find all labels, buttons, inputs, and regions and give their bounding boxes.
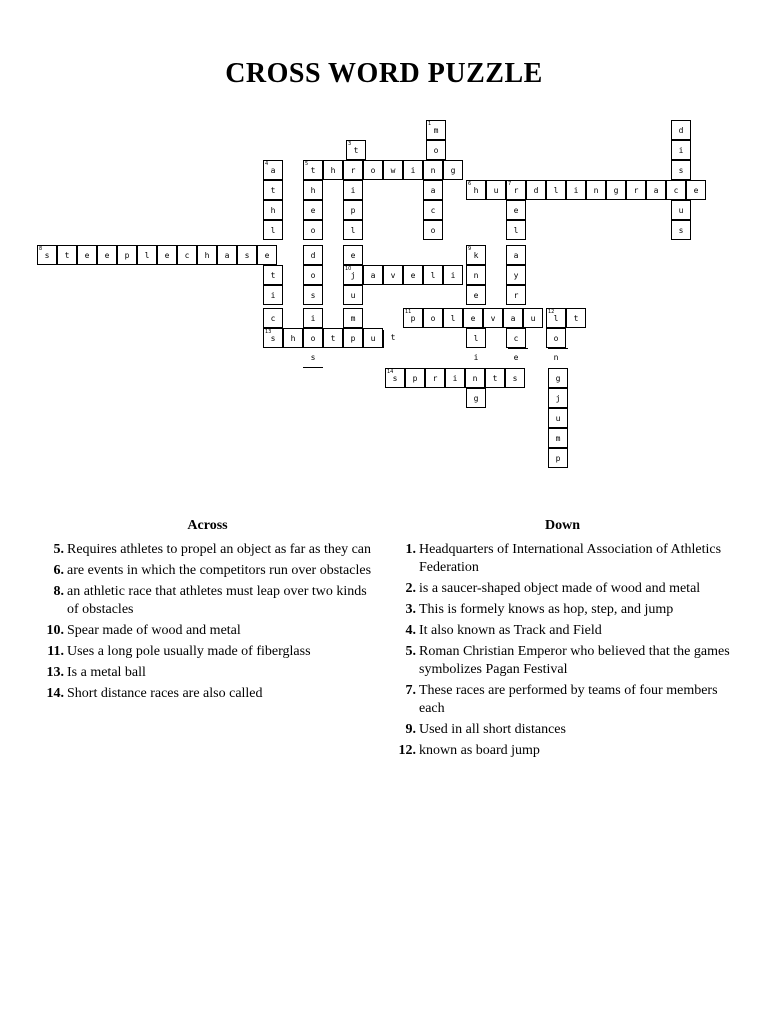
cell-letter: o [553,334,559,343]
cell-letter: i [573,186,579,195]
cell-letter: e [473,291,479,300]
grid-cell[interactable] [526,180,546,200]
grid-cell[interactable] [483,308,503,328]
cell-letter: a [370,271,376,280]
grid-cell[interactable] [303,265,323,285]
grid-cell[interactable] [97,245,117,265]
cell-letter: e [410,271,416,280]
cell-letter: i [678,146,684,155]
down-clue: 7. These races are performed by teams of four members each [405,683,718,716]
cell-letter: o [430,314,436,323]
cell-letter: l [450,314,456,323]
cell-letter: s [244,251,250,260]
grid-cell[interactable] [671,220,691,240]
down-clue: 3. This is formely knows as hop, step, and jump [405,602,674,617]
grid-cell[interactable] [463,308,483,328]
grid-cell[interactable] [403,308,423,328]
grid-cell[interactable] [363,265,383,285]
grid-cell[interactable] [343,180,363,200]
cell-letter: w [390,166,396,175]
cell-letter: e [104,251,110,260]
grid-cell[interactable] [257,245,277,265]
grid-cell[interactable] [303,180,323,200]
cell-letter: a [510,314,516,323]
clue-number: 9 [468,246,472,252]
cell-letter: e [513,206,519,215]
cell-letter: p [412,374,418,383]
grid-cell[interactable] [466,388,486,408]
grid-cell[interactable] [505,368,525,388]
down-heading: Down [544,518,580,533]
cell-letter: l [270,226,276,235]
down-clue: 5. Roman Christian Emperor who believed that the games symbolizes Pagan Festival [405,644,730,677]
grid-cell[interactable] [503,308,523,328]
cell-letter: t [573,314,579,323]
grid-cell[interactable] [423,200,443,220]
cell-letter: i [350,186,356,195]
clue-number: 10 [345,266,352,272]
grid-cell[interactable] [263,328,283,348]
grid-cell[interactable] [671,200,691,220]
grid-cell[interactable] [303,285,323,305]
cell-letter: t [270,271,276,280]
clue-number: 7 [508,181,512,187]
across-clue: 5. Requires athletes to propel an object as far as they can [53,542,371,557]
cell-letter: s [678,166,684,175]
cell-letter: h [330,166,336,175]
cell-letter: a [513,251,519,260]
grid-cell[interactable] [303,245,323,265]
loose-letter: t [390,333,396,342]
grid-cell[interactable] [465,368,485,388]
grid-cell[interactable] [548,448,568,468]
grid-cell[interactable] [383,160,403,180]
grid-cell[interactable] [523,308,543,328]
cell-letter: o [310,334,316,343]
cell-letter: e [264,251,270,260]
grid-cell[interactable] [466,285,486,305]
grid-cell[interactable] [403,160,423,180]
grid-cell[interactable] [671,160,691,180]
cell-letter: n [473,271,479,280]
grid-cell[interactable] [343,245,363,265]
grid-cell[interactable] [263,180,283,200]
grid-cell[interactable] [263,308,283,328]
cell-letter: e [310,206,316,215]
cell-letter: s [310,291,316,300]
grid-cell[interactable] [197,245,217,265]
cell-letter: l [430,271,436,280]
cell-letter: m [350,314,356,323]
grid-cell[interactable] [423,265,443,285]
across-clue: 8. an athletic race that athletes must leap over two kinds of obstacles [53,584,367,617]
grid-cell[interactable] [157,245,177,265]
cell-letter: h [473,186,479,195]
across-clue: 11. Uses a long pole usually made of fiberglass [47,644,311,659]
cell-letter: l [553,314,559,323]
cell-letter: o [433,146,439,155]
cell-letter: o [370,166,376,175]
cell-letter: u [350,291,356,300]
cell-letter: s [44,251,50,260]
grid-cell[interactable] [466,180,486,200]
grid-cell[interactable] [323,160,343,180]
grid-cell[interactable] [177,245,197,265]
cell-letter: p [350,334,356,343]
cell-letter: r [350,166,356,175]
loose-letter: s [310,353,316,362]
grid-cell[interactable] [346,140,366,160]
cell-letter: r [633,186,639,195]
cell-letter: a [653,186,659,195]
grid-cell[interactable] [217,245,237,265]
cell-letter: n [472,374,478,383]
grid-cell[interactable] [466,265,486,285]
grid-cell[interactable] [263,220,283,240]
cell-letter: d [533,186,539,195]
cell-letter: a [224,251,230,260]
grid-cell[interactable] [137,245,157,265]
cell-letter: d [310,251,316,260]
grid-cell[interactable] [343,308,363,328]
cell-letter: v [490,314,496,323]
cell-letter: i [450,271,456,280]
cell-letter: p [555,454,561,463]
grid-cell[interactable] [77,245,97,265]
grid-cell[interactable] [671,140,691,160]
cell-letter: c [184,251,190,260]
cell-letter: e [164,251,170,260]
cell-letter: t [353,146,359,155]
cell-letter: a [270,166,276,175]
grid-cell[interactable] [506,285,526,305]
grid-cell[interactable] [426,140,446,160]
clue-number: 11 [405,309,412,315]
grid-cell[interactable] [466,328,486,348]
grid-cell[interactable] [506,220,526,240]
grid-cell[interactable] [303,160,323,180]
cell-letter: p [350,206,356,215]
grid-cell[interactable] [263,265,283,285]
grid-cell[interactable] [343,265,363,285]
cell-letter: v [390,271,396,280]
grid-cell[interactable] [586,180,606,200]
cell-letter: u [555,414,561,423]
cell-letter: c [430,206,436,215]
cell-letter: d [678,126,684,135]
cell-letter: c [513,334,519,343]
grid-cell[interactable] [237,245,257,265]
cell-letter: j [555,394,561,403]
grid-cell[interactable] [548,428,568,448]
puzzle-title: CROSS WORD PUZZLE [225,58,543,89]
cell-letter: p [124,251,130,260]
grid-cell[interactable] [343,200,363,220]
grid-cell[interactable] [426,120,446,140]
down-clue: 9. Used in all short distances [405,722,566,737]
grid-cell[interactable] [548,408,568,428]
grid-cell[interactable] [343,285,363,305]
cell-letter: l [553,186,559,195]
grid-cell[interactable] [546,328,566,348]
grid-cell[interactable] [566,180,586,200]
grid-cell[interactable] [283,328,303,348]
cell-letter: h [204,251,210,260]
grid-cell[interactable] [506,180,526,200]
grid-cell[interactable] [343,160,363,180]
cell-letter: g [450,166,456,175]
cell-letter: u [678,206,684,215]
cell-letter: p [410,314,416,323]
cell-letter: k [473,251,479,260]
grid-cell[interactable] [546,180,566,200]
grid-cell[interactable] [263,285,283,305]
cell-letter: l [513,226,519,235]
grid-cell[interactable] [671,120,691,140]
clue-number: 14 [387,369,394,375]
cell-letter: c [673,186,679,195]
grid-cell[interactable] [506,265,526,285]
cell-letter: e [84,251,90,260]
clue-number: 8 [39,246,43,252]
cell-letter: g [555,374,561,383]
grid-cell[interactable] [546,308,566,328]
grid-cell[interactable] [57,245,77,265]
grid-cell[interactable] [363,328,383,348]
loose-letter: i [473,353,479,362]
cell-letter: o [310,226,316,235]
cell-letter: i [452,374,458,383]
clue-number: 12 [548,309,555,315]
cell-letter: l [473,334,479,343]
cell-letter: l [350,226,356,235]
cell-letter: a [430,186,436,195]
tick-mark [383,330,384,348]
cell-letter: r [513,186,519,195]
cell-letter: m [433,126,439,135]
across-clue: 13. Is a metal ball [46,665,146,680]
cell-letter: i [410,166,416,175]
cell-letter: o [430,226,436,235]
crossword-grid [0,0,768,480]
clue-number: 4 [265,161,269,167]
across-clue-list [38,541,373,706]
cell-letter: r [432,374,438,383]
grid-cell[interactable] [263,160,283,180]
grid-cell[interactable] [263,200,283,220]
cell-letter: t [330,334,336,343]
underline-mark [508,348,528,349]
grid-cell[interactable] [423,180,443,200]
down-clue: 4. It also known as Track and Field [405,623,602,638]
down-clue: 1. Headquarters of International Association of Athletics Federation [405,542,722,575]
clue-number: 6 [468,181,472,187]
cell-letter: u [370,334,376,343]
cell-letter: r [513,291,519,300]
grid-cell[interactable] [403,265,423,285]
cell-letter: i [270,291,276,300]
grid-cell[interactable] [548,368,568,388]
cell-letter: j [350,271,356,280]
loose-letter: n [553,353,559,362]
grid-cell[interactable] [566,308,586,328]
cell-letter: e [470,314,476,323]
cell-letter: n [430,166,436,175]
grid-cell[interactable] [443,308,463,328]
grid-cell[interactable] [626,180,646,200]
cell-letter: s [392,374,398,383]
grid-cell[interactable] [486,180,506,200]
grid-cell[interactable] [303,200,323,220]
grid-cell[interactable] [485,368,505,388]
cell-letter: y [513,271,519,280]
grid-cell[interactable] [666,180,686,200]
cell-letter: t [64,251,70,260]
cell-letter: c [270,314,276,323]
grid-cell[interactable] [466,245,486,265]
grid-cell[interactable] [423,160,443,180]
grid-cell[interactable] [423,220,443,240]
loose-letter: e [513,353,519,362]
cell-letter: g [613,186,619,195]
down-clue-list [390,541,730,763]
cell-letter: o [310,271,316,280]
grid-cell[interactable] [37,245,57,265]
cell-letter: e [350,251,356,260]
grid-cell[interactable] [385,368,405,388]
clue-number: 5 [305,161,309,167]
grid-cell[interactable] [425,368,445,388]
across-clue: 14. Short distance races are also called [46,686,263,701]
grid-cell[interactable] [506,245,526,265]
grid-cell[interactable] [646,180,666,200]
down-clue: 2. is a saucer-shaped object made of wood and metal [405,581,701,596]
across-clue: 10. Spear made of wood and metal [46,623,241,638]
cell-letter: e [693,186,699,195]
across-heading: Across [187,518,228,533]
cell-letter: s [512,374,518,383]
underline-mark [303,367,323,368]
grid-cell[interactable] [506,328,526,348]
cell-letter: u [493,186,499,195]
grid-cell[interactable] [506,200,526,220]
cell-letter: t [310,166,316,175]
cell-letter: i [310,314,316,323]
cell-letter: s [678,226,684,235]
grid-cell[interactable] [405,368,425,388]
grid-cell[interactable] [343,328,363,348]
clue-number: 1 [428,121,432,127]
clue-number: 13 [265,329,272,335]
cell-letter: t [492,374,498,383]
cell-letter: h [270,206,276,215]
grid-cell[interactable] [383,265,403,285]
cell-letter: u [530,314,536,323]
cell-letter: t [270,186,276,195]
grid-cell[interactable] [443,265,463,285]
across-clue: 6. are events in which the competitors run over obstacles [53,563,372,578]
grid-cell[interactable] [548,388,568,408]
cell-letter: n [593,186,599,195]
underline-mark [548,348,568,349]
grid-cell[interactable] [423,308,443,328]
grid-cell[interactable] [445,368,465,388]
grid-cell[interactable] [363,160,383,180]
grid-cell[interactable] [443,160,463,180]
down-clue: 12. known as board jump [398,743,540,758]
cell-letter: m [555,434,561,443]
grid-cell[interactable] [303,328,323,348]
grid-cell[interactable] [606,180,626,200]
grid-cell[interactable] [303,220,323,240]
grid-cell[interactable] [303,308,323,328]
cell-letter: s [270,334,276,343]
grid-cell[interactable] [117,245,137,265]
cell-letter: h [310,186,316,195]
cell-letter: g [473,394,479,403]
clue-number: 3 [348,141,352,147]
grid-cell[interactable] [343,220,363,240]
grid-cell[interactable] [686,180,706,200]
cell-letter: l [144,251,150,260]
cell-letter: h [290,334,296,343]
grid-cell[interactable] [323,328,343,348]
